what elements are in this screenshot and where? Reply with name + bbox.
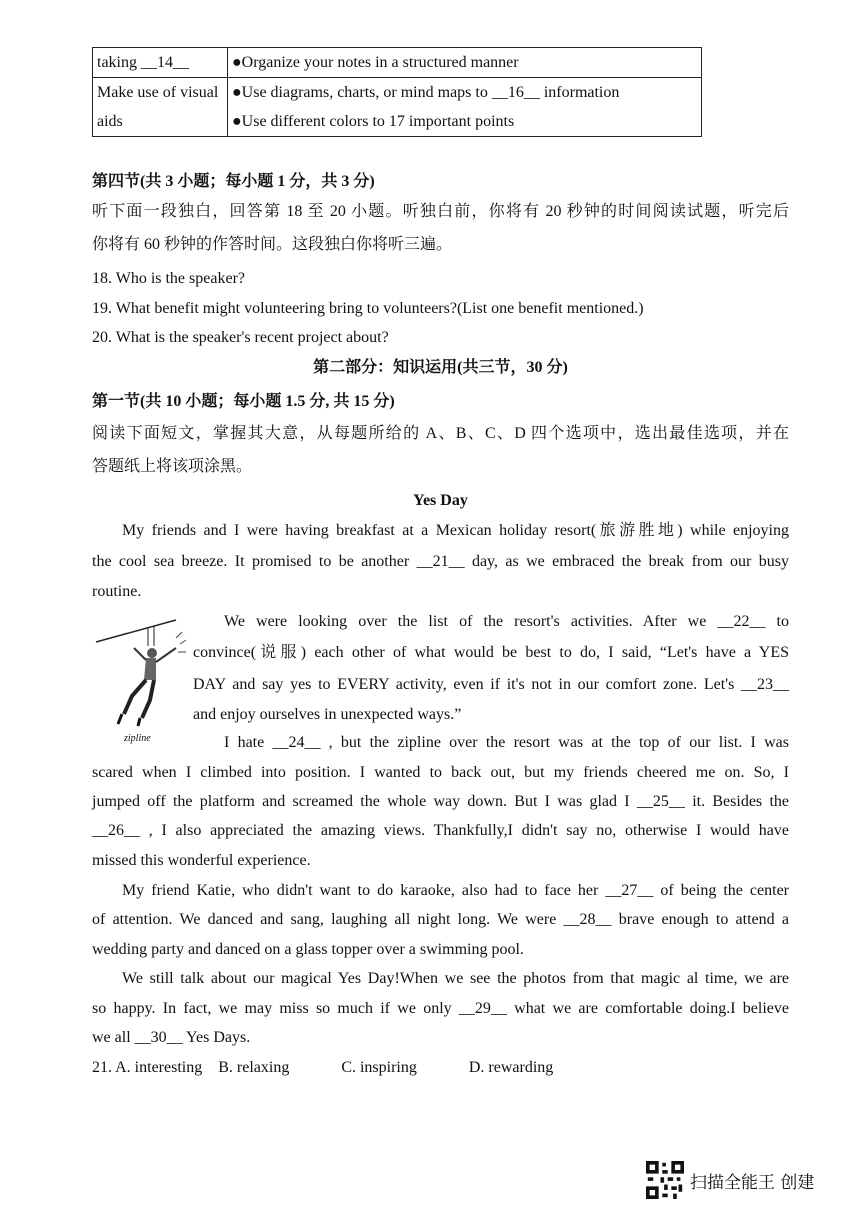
- table-cell-line: Make use of visual: [97, 84, 219, 101]
- table-row: [93, 48, 702, 78]
- table-cell: [93, 78, 228, 137]
- table-cell-line: ●Organize your notes in a structured manner: [232, 54, 519, 71]
- passage-line: of attention. We danced and sang, laughing all night long. We were __28__ brave enough to attend a: [92, 911, 789, 928]
- passage-line: My friend Katie, who didn't want to do karaoke, also had to face her __27__ of being the center: [122, 882, 789, 899]
- passage-line: missed this wonderful experience.: [92, 852, 311, 869]
- passage-line: I hate __24__ , but the zipline over the resort was at the top of our list. I was: [224, 734, 789, 751]
- scanner-watermark: [646, 1163, 814, 1197]
- section4-instructions-line: 你将有 60 秒钟的作答时间。这段独白你将听三遍。: [92, 236, 453, 253]
- table-cell: [228, 48, 702, 78]
- table-cell-line: aids: [97, 113, 123, 130]
- table-cell: [228, 78, 702, 137]
- passage-line: convince(说服) each other of what would be best to do, I said, “Let's have a YES: [193, 644, 789, 661]
- section4-instructions-line: 听下面一段独白，回答第 18 至 20 小题。听独白前，你将有 20 秒钟的时间阅读试题，听完后: [92, 203, 789, 220]
- question-21-options: [92, 1057, 789, 1079]
- question-21-option-b: B. relaxing: [218, 1059, 290, 1076]
- passage-line: we all __30__ Yes Days.: [92, 1029, 251, 1046]
- image-caption: zipline: [124, 733, 151, 744]
- passage-line: scared when I climbed into position. I wanted to back out, but my friends cheered me on. So, I: [92, 764, 789, 781]
- question-21-option-c: C. inspiring: [341, 1059, 417, 1076]
- passage-line: We still talk about our magical Yes Day!When we see the photos from that magic al time, we are: [122, 970, 789, 987]
- passage-line: so happy. In fact, we may miss so much if we only __29__ what we are comfortable doing.I believe: [92, 1000, 789, 1017]
- question-21-option-a: 21. A. interesting: [92, 1059, 203, 1076]
- table-row: [93, 78, 702, 137]
- passage-line: __26__ , I also appreciated the amazing views. Thankfully,I didn't say no, otherwise I would have: [92, 822, 789, 839]
- passage-line: jumped off the platform and screamed the whole way down. But I was glad I __25__ it. Besides the: [92, 793, 789, 810]
- qr-code-icon: [646, 1161, 684, 1199]
- question-19: 19. What benefit might volunteering bring to volunteers?(List one benefit mentioned.): [92, 300, 644, 317]
- table-cell-line: ●Use diagrams, charts, or mind maps to __16__ information: [232, 84, 620, 101]
- notes-table: [92, 47, 702, 137]
- passage-line: We were looking over the list of the resort's activities. After we __22__ to: [224, 613, 789, 630]
- passage-line: and enjoy ourselves in unexpected ways.”: [193, 706, 462, 723]
- part2-heading: 第二部分：知识运用(共三节，30 分): [313, 359, 568, 376]
- passage-line: DAY and say yes to EVERY activity, even if it's not in our comfort zone. Let's __23__: [193, 676, 789, 693]
- question-18: 18. Who is the speaker?: [92, 270, 245, 287]
- table-cell-line: ●Use different colors to 17 important points: [232, 113, 515, 130]
- part2-instructions-line: 答题纸上将该项涂黑。: [92, 458, 253, 475]
- table-cell: taking __14__: [93, 48, 228, 78]
- part2-instructions-line: 阅读下面短文，掌握其大意，从每题所给的 A、B、C、D 四个选项中，选出最佳选项，并在: [92, 425, 789, 442]
- passage-title: Yes Day: [413, 492, 468, 509]
- watermark-text: 扫描全能王 创建: [690, 1172, 815, 1193]
- passage-line: wedding party and danced on a glass topper over a swimming pool.: [92, 941, 524, 958]
- section4-heading: 第四节(共 3 小题；每小题 1 分，共 3 分): [92, 173, 375, 190]
- question-20: 20. What is the speaker's recent project about?: [92, 329, 389, 346]
- passage-line: My friends and I were having breakfast at a Mexican holiday resort(旅游胜地) while enjoying: [122, 522, 789, 539]
- question-21-option-d: D. rewarding: [468, 1059, 554, 1076]
- passage-line: the cool sea breeze. It promised to be another __21__ day, as we embraced the break from our busy: [92, 553, 789, 570]
- zipline-illustration: [94, 618, 190, 730]
- passage-line: routine.: [92, 583, 142, 600]
- section1-heading: 第一节(共 10 小题；每小题 1.5 分, 共 15 分): [92, 393, 395, 410]
